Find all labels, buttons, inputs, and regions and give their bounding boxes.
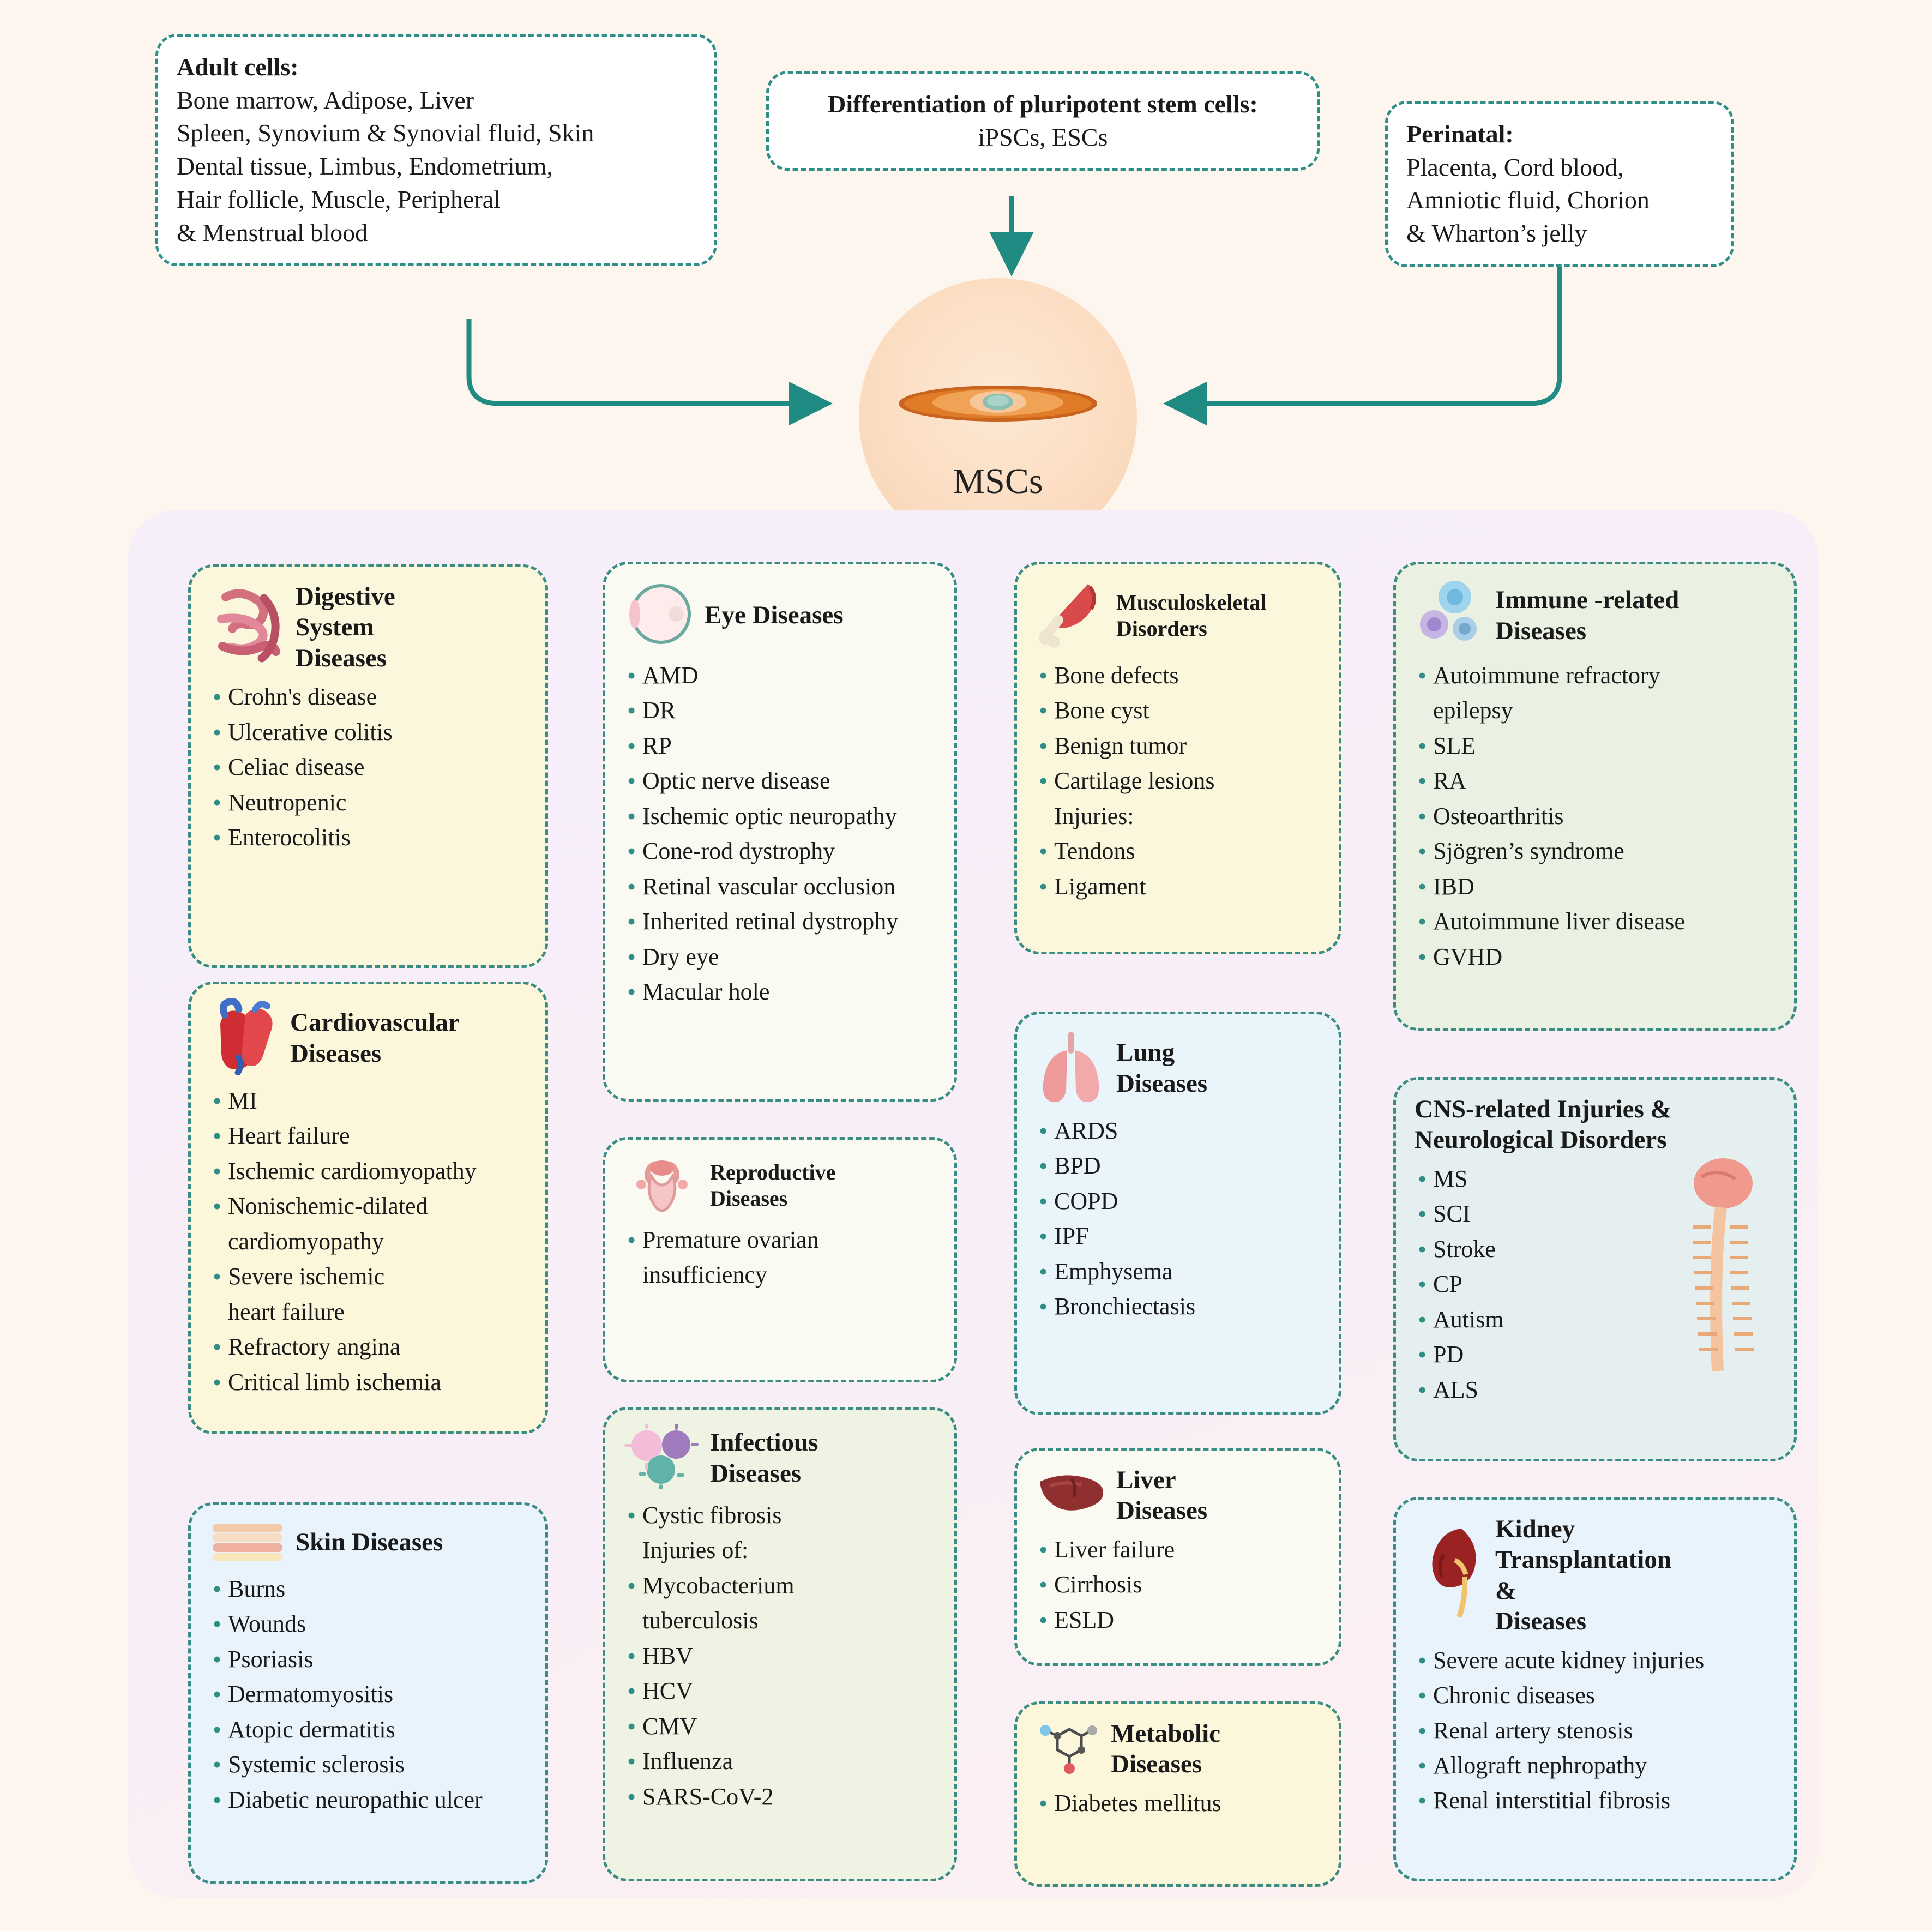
list-item: • Ischemic optic neuropathy bbox=[624, 799, 938, 833]
list-item: • Optic nerve disease bbox=[624, 764, 938, 798]
card-bullet-list bbox=[624, 1223, 938, 1292]
list-item: • CP bbox=[1415, 1267, 1778, 1301]
list-item: • Critical limb ischemia bbox=[209, 1365, 529, 1399]
list-item: • Bronchiectasis bbox=[1036, 1290, 1322, 1324]
list-item: • ALS bbox=[1415, 1373, 1778, 1407]
list-item: • GVHD bbox=[1415, 940, 1778, 974]
card-title: Reproductive Diseases bbox=[710, 1159, 836, 1211]
list-item: • Autoimmune liver disease bbox=[1415, 905, 1778, 939]
list-item: • Influenza bbox=[624, 1744, 938, 1778]
list-item: • Severe ischemic bbox=[209, 1260, 529, 1294]
list-item: • Liver failure bbox=[1036, 1533, 1322, 1567]
list-item: • Psoriasis bbox=[209, 1643, 529, 1676]
card-lung-diseases[interactable] bbox=[1014, 1012, 1341, 1415]
list-item: • SCI bbox=[1415, 1197, 1778, 1231]
list-item: • AMD bbox=[624, 659, 938, 693]
list-item: • Wounds bbox=[209, 1607, 529, 1641]
card-bullet-list bbox=[1036, 659, 1322, 904]
list-item: • PD bbox=[1415, 1338, 1778, 1371]
list-item: • Bone cyst bbox=[1036, 694, 1322, 727]
list-item: • Burns bbox=[209, 1572, 529, 1606]
list-item: • CMV bbox=[624, 1710, 938, 1743]
list-item: • Crohn's disease bbox=[209, 680, 529, 714]
card-eye-diseases[interactable] bbox=[603, 562, 957, 1102]
list-item: heart failure bbox=[228, 1298, 345, 1325]
list-item: • Cirrhosis bbox=[1036, 1568, 1322, 1602]
list-item: • Renal artery stenosis bbox=[1415, 1714, 1778, 1748]
list-item: • Dermatomyositis bbox=[209, 1677, 529, 1711]
card-liver-diseases[interactable] bbox=[1014, 1448, 1341, 1666]
liver-icon bbox=[1036, 1470, 1106, 1521]
source-title-pluripotent: Differentiation of pluripotent stem cells: bbox=[828, 90, 1258, 118]
list-item: • Premature ovarian bbox=[624, 1223, 938, 1257]
card-title: Skin Diseases bbox=[296, 1528, 443, 1557]
card-kidney-transplantation-diseases[interactable] bbox=[1393, 1497, 1797, 1881]
list-item: • Refractory angina bbox=[209, 1330, 529, 1364]
list-item: • Inherited retinal dystrophy bbox=[624, 905, 938, 939]
card-title: Liver Diseases bbox=[1116, 1466, 1208, 1525]
list-item: • Allograft nephropathy bbox=[1415, 1749, 1778, 1783]
skin-layers-icon bbox=[209, 1519, 286, 1566]
immune-cells-icon bbox=[1415, 579, 1485, 652]
source-box-pluripotent bbox=[766, 71, 1320, 171]
list-item: • Nonischemic-dilated bbox=[209, 1189, 529, 1223]
card-title: Eye Diseases bbox=[705, 601, 844, 630]
list-item: • Mycobacterium bbox=[624, 1569, 938, 1603]
list-item: • Diabetes mellitus bbox=[1036, 1786, 1322, 1820]
list-item: • BPD bbox=[1036, 1149, 1322, 1183]
card-bullet-list bbox=[209, 1084, 529, 1399]
list-item: • Cystic fibrosis bbox=[624, 1499, 938, 1532]
list-item: • Dry eye bbox=[624, 940, 938, 974]
card-title: Musculoskeletal Disorders bbox=[1116, 589, 1267, 641]
card-title: Immune -related Diseases bbox=[1495, 586, 1680, 645]
list-item: • ESLD bbox=[1036, 1603, 1322, 1637]
list-item: • SARS-CoV-2 bbox=[624, 1780, 938, 1814]
list-item: • Severe acute kidney injuries bbox=[1415, 1644, 1778, 1677]
list-item: • Cone-rod dystrophy bbox=[624, 834, 938, 868]
source-body-perinatal: Placenta, Cord blood, Amniotic fluid, Chorion & Wharton’s jelly bbox=[1406, 153, 1650, 248]
list-item: • Sjögren’s syndrome bbox=[1415, 834, 1778, 868]
list-item: • Ischemic cardiomyopathy bbox=[209, 1154, 529, 1188]
source-body-pluripotent: iPSCs, ESCs bbox=[978, 123, 1108, 151]
list-item: • Emphysema bbox=[1036, 1255, 1322, 1289]
list-item: • MS bbox=[1415, 1162, 1778, 1196]
list-item: • IBD bbox=[1415, 870, 1778, 904]
list-item: • Bone defects bbox=[1036, 659, 1322, 693]
card-digestive-system-diseases[interactable] bbox=[188, 564, 548, 968]
intestine-icon bbox=[209, 585, 286, 670]
card-bullet-list bbox=[624, 1499, 938, 1814]
card-musculoskeletal-disorders[interactable] bbox=[1014, 562, 1341, 954]
list-item: • Chronic diseases bbox=[1415, 1679, 1778, 1712]
card-title: Infectious Diseases bbox=[710, 1428, 818, 1488]
card-skin-diseases[interactable] bbox=[188, 1502, 548, 1884]
card-bullet-list bbox=[624, 659, 938, 1009]
list-item: • ARDS bbox=[1036, 1114, 1322, 1148]
card-title: Cardiovascular Diseases bbox=[290, 1008, 460, 1068]
list-item: • RA bbox=[1415, 764, 1778, 798]
list-item: • HCV bbox=[624, 1674, 938, 1708]
list-item: • Neutropenic bbox=[209, 786, 529, 820]
uterus-icon bbox=[624, 1154, 700, 1217]
list-item: • Atopic dermatitis bbox=[209, 1713, 529, 1747]
list-item: • Diabetic neuropathic ulcer bbox=[209, 1783, 529, 1817]
list-item: • Celiac disease bbox=[209, 750, 529, 784]
list-item: • Retinal vascular occlusion bbox=[624, 870, 938, 904]
virus-icon bbox=[624, 1424, 700, 1492]
card-title: Lung Diseases bbox=[1116, 1038, 1208, 1098]
source-title-perinatal: Perinatal: bbox=[1406, 120, 1514, 148]
list-item: cardiomyopathy bbox=[228, 1228, 384, 1255]
list-item: • HBV bbox=[624, 1639, 938, 1673]
list-item: • COPD bbox=[1036, 1184, 1322, 1218]
card-bullet-list bbox=[1036, 1533, 1322, 1637]
card-title: CNS-related Injuries & Neurological Disorders bbox=[1415, 1095, 1672, 1154]
source-body-adult: Bone marrow, Adipose, Liver Spleen, Synovium & Synovial fluid, Skin Dental tissue, Limbus, Endometrium, Hair follicle, Muscle, Peripheral & Menstrual blood bbox=[177, 86, 594, 246]
card-cardiovascular-diseases[interactable] bbox=[188, 982, 548, 1434]
card-bullet-list bbox=[1415, 1644, 1778, 1818]
molecule-icon bbox=[1036, 1721, 1101, 1778]
list-item: • RP bbox=[624, 729, 938, 763]
list-item: • Systemic sclerosis bbox=[209, 1748, 529, 1782]
lungs-icon bbox=[1036, 1028, 1106, 1108]
eye-icon bbox=[624, 579, 695, 652]
card-bullet-list bbox=[1036, 1786, 1322, 1820]
card-cns-related-injuries-neurological-disorders[interactable] bbox=[1393, 1077, 1797, 1461]
source-title-adult: Adult cells: bbox=[177, 53, 299, 81]
list-item: • DR bbox=[624, 694, 938, 727]
card-bullet-list bbox=[209, 680, 529, 855]
list-item: epilepsy bbox=[1433, 697, 1513, 724]
card-title: Metabolic Diseases bbox=[1111, 1719, 1220, 1779]
kidney-icon bbox=[1415, 1522, 1485, 1628]
list-item: • Renal interstitial fibrosis bbox=[1415, 1784, 1778, 1818]
list-item: • Ulcerative colitis bbox=[209, 715, 529, 749]
list-item: • Autoimmune refractory bbox=[1415, 659, 1778, 693]
card-reproductive-diseases[interactable] bbox=[603, 1137, 957, 1382]
source-box-perinatal bbox=[1385, 101, 1734, 267]
list-item: • SLE bbox=[1415, 729, 1778, 763]
card-immune-related-diseases[interactable] bbox=[1393, 562, 1797, 1031]
heart-icon bbox=[209, 998, 280, 1078]
msc-label: MSCs bbox=[953, 461, 1043, 501]
list-item: Injuries: bbox=[1054, 802, 1134, 829]
list-item: • IPF bbox=[1036, 1219, 1322, 1253]
card-bullet-list bbox=[1415, 659, 1778, 974]
bone-muscle-icon bbox=[1036, 579, 1106, 652]
card-title: Kidney Transplantation & Diseases bbox=[1495, 1515, 1671, 1636]
list-item: • Stroke bbox=[1415, 1232, 1778, 1266]
list-item: • Tendons bbox=[1036, 834, 1322, 868]
list-item: • Autism bbox=[1415, 1303, 1778, 1337]
card-bullet-list bbox=[1036, 1114, 1322, 1324]
card-title: Digestive System Diseases bbox=[296, 582, 395, 672]
list-item: • Osteoarthritis bbox=[1415, 799, 1778, 833]
card-metabolic-diseases[interactable] bbox=[1014, 1701, 1341, 1887]
list-item: Injuries of: bbox=[642, 1537, 749, 1564]
card-bullet-list bbox=[1415, 1162, 1778, 1407]
list-item: • Macular hole bbox=[624, 975, 938, 1009]
mesenchymal-cell-icon bbox=[897, 371, 1099, 436]
card-infectious-diseases[interactable] bbox=[603, 1407, 957, 1881]
card-bullet-list bbox=[209, 1572, 529, 1817]
list-item: • Heart failure bbox=[209, 1119, 529, 1153]
source-box-adult-cells bbox=[155, 34, 717, 266]
list-item: insufficiency bbox=[642, 1261, 767, 1289]
list-item: • MI bbox=[209, 1084, 529, 1118]
list-item: tuberculosis bbox=[642, 1607, 759, 1634]
list-item: • Cartilage lesions bbox=[1036, 764, 1322, 798]
list-item: • Benign tumor bbox=[1036, 729, 1322, 763]
list-item: • Ligament bbox=[1036, 870, 1322, 904]
list-item: • Enterocolitis bbox=[209, 821, 529, 855]
